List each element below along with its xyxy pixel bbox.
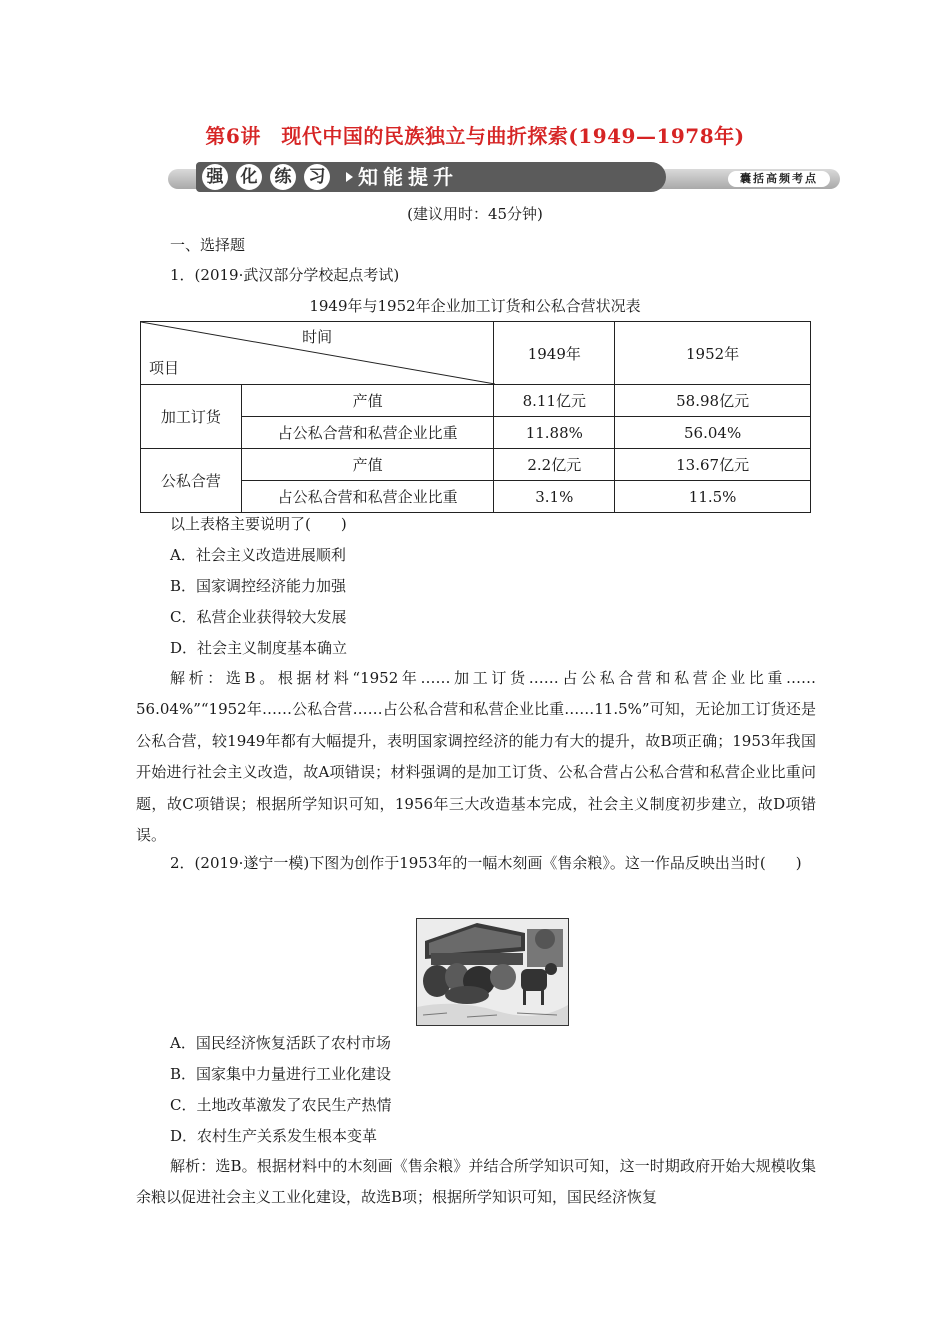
banner-char: 强 [202,164,228,190]
table-cell: 58.98亿元 [615,385,811,417]
table-cell: 11.5% [615,481,811,513]
option-a: A．国民经济恢复活跃了农村市场 [170,1034,391,1052]
woodcut-image [416,918,569,1026]
option-d: D．农村生产关系发生根本变革 [170,1127,378,1145]
corner-bottom-label: 项目 [149,359,180,377]
banner-char: 习 [304,164,330,190]
row-label: 占公私合营和私营企业比重 [241,417,494,449]
banner-char: 化 [236,164,262,190]
question-2-analysis: 解析：选B。根据材料中的木刻画《售余粮》并结合所学知识可知，这一时期政府开始大规模收集余粮以促进社会主义工业化建设，故选B项；根据所学知识可知，国民经济恢复 [136,1157,816,1207]
option-b: B．国家调控经济能力加强 [170,577,347,595]
woodcut-illustration [417,919,568,1025]
option-c: C．私营企业获得较大发展 [170,608,347,626]
group-label: 加工订货 [141,385,242,449]
row-label: 产值 [241,385,494,417]
suggested-time: (建议用时：45分钟) [407,205,543,223]
page-title: 第6讲 现代中国的民族独立与曲折探索(1949—1978年) [205,124,745,148]
question-1-source: 1．(2019·武汉部分学校起点考试) [170,266,400,284]
table-row [141,449,811,481]
table-cell: 8.11亿元 [494,385,615,417]
row-label: 占公私合营和私营企业比重 [241,481,494,513]
option-b: B．国家集中力量进行工业化建设 [170,1065,392,1083]
table-row [141,385,811,417]
option-a: A．社会主义改造进展顺利 [170,546,346,564]
table-row [141,481,811,513]
table-cell: 13.67亿元 [615,449,811,481]
table-corner-cell [141,322,494,385]
section-banner [168,160,840,194]
triangle-icon [346,172,353,182]
banner-subtitle: 知能提升 [358,165,458,189]
data-table [140,321,811,513]
question-1-analysis: 解析：选B。根据材料“1952年……加工订货……占公私合营和私营企业比重……56.04%”“1952年……公私合营……占公私合营和私营企业比重……11.5%”可知，无论加工订货还是公私合营，较1949年都有大幅提升，表明国家调控经济的能力有大的提升，故B项正确；1953年我国开始进行社会主义改造，故A项错误；材料强调的是加工订货、公私合营占公私合营和私营企业比重问题，故C项错误；根据所学知识可知，1956年三大改造基本完成，社会主义制度初步建立，故D项错误。 [136,669,816,845]
table-cell: 11.88% [494,417,615,449]
question-1-stem: 以上表格主要说明了( ) [170,515,347,533]
corner-top-label: 时间 [302,328,333,346]
group-label: 公私合营 [141,449,242,513]
column-header: 1952年 [615,322,811,385]
table-cell: 3.1% [494,481,615,513]
table-cell: 56.04% [615,417,811,449]
banner-tag: 囊括高频考点 [728,171,830,187]
option-d: D．社会主义制度基本确立 [170,639,348,657]
banner-label [196,162,666,192]
table-header-row [141,322,811,385]
table-cell: 2.2亿元 [494,449,615,481]
table-caption: 1949年与1952年企业加工订货和公私合营状况表 [309,297,641,315]
question-2-stem: 2．(2019·遂宁一模)下图为创作于1953年的一幅木刻画《售余粮》。这一作品反映出当时( ) [170,854,802,872]
section-heading: 一、选择题 [170,236,246,254]
row-label: 产值 [241,449,494,481]
column-header: 1949年 [494,322,615,385]
option-c: C．土地改革激发了农民生产热情 [170,1096,392,1114]
table-row [141,417,811,449]
banner-char: 练 [270,164,296,190]
